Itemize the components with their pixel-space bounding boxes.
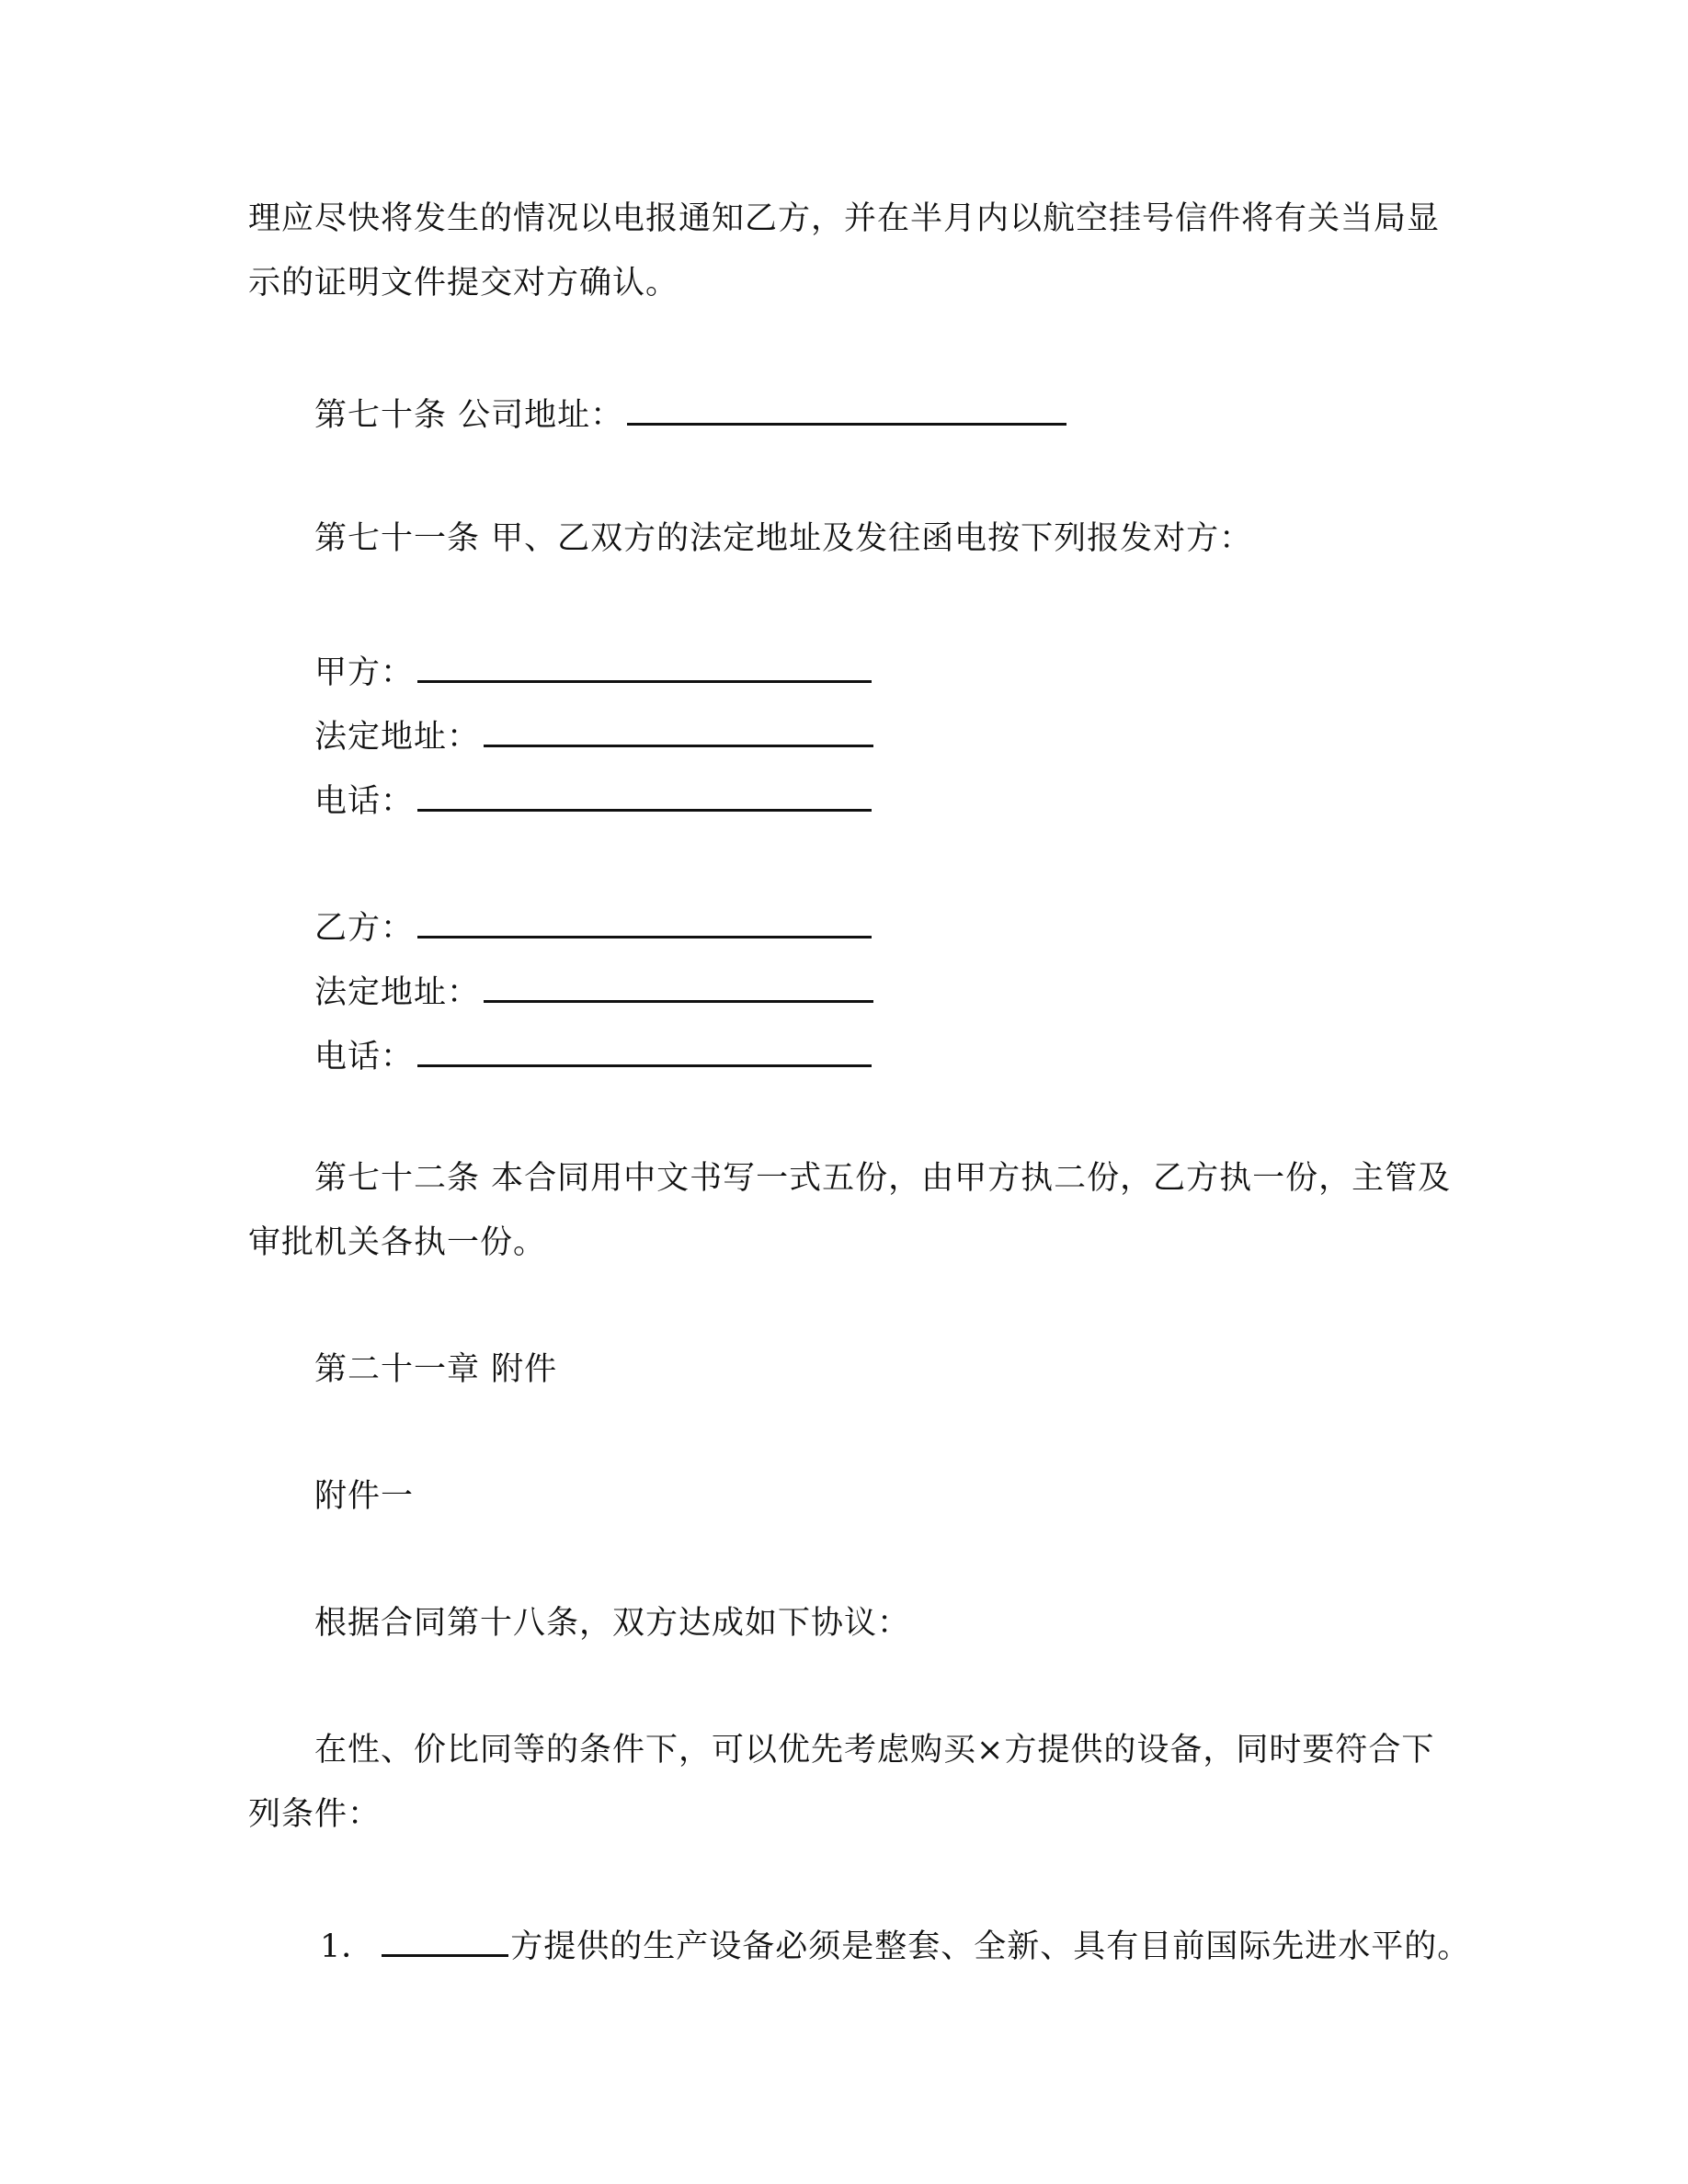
party-b-address-blank	[484, 967, 873, 1003]
party-a-name-label: 甲方：	[314, 654, 415, 691]
agreement-basis: 根据合同第十八条，双方达成如下协议：	[314, 1605, 911, 1642]
conditions-line: 列条件：	[248, 1796, 382, 1833]
paragraph-line: 示的证明文件提交对方确认。	[248, 265, 679, 301]
party-a-name	[314, 647, 872, 693]
article-72-line: 第七十二条 本合同用中文书写一式五份，由甲方执二份，乙方执一份，主管及	[314, 1160, 1452, 1197]
party-a-address-blank	[484, 711, 873, 747]
paragraph-line: 理应尽快将发生的情况以电报通知乙方，并在半月内以航空挂号信件将有关当局显	[248, 200, 1441, 237]
party-b-phone-label: 电话：	[314, 1039, 415, 1075]
party-b-name-label: 乙方：	[314, 910, 415, 947]
article-72-line: 审批机关各执一份。	[248, 1224, 547, 1261]
party-a-name-blank	[417, 647, 872, 683]
party-a-phone-label: 电话：	[314, 783, 415, 820]
party-b-name	[314, 903, 872, 949]
party-b-address	[314, 967, 873, 1013]
party-b-address-label: 法定地址：	[314, 974, 481, 1011]
party-a-phone	[314, 776, 872, 822]
party-a-address-label: 法定地址：	[314, 719, 481, 756]
article-70	[314, 390, 1066, 436]
company-address-blank	[627, 390, 1066, 426]
item-1-text: 方提供的生产设备必须是整套、全新、具有目前国际先进水平的。	[510, 1928, 1471, 1965]
party-b-phone	[314, 1031, 872, 1077]
party-b-name-blank	[417, 903, 872, 938]
annex-1-heading: 附件一	[314, 1478, 415, 1515]
item-1-number: 1．	[320, 1928, 375, 1965]
article-70-label: 第七十条 公司地址：	[314, 397, 624, 434]
item-1	[320, 1921, 1470, 1967]
item-1-party-blank	[382, 1921, 508, 1957]
party-b-phone-blank	[417, 1031, 872, 1067]
party-a-phone-blank	[417, 776, 872, 812]
conditions-line: 在性、价比同等的条件下，可以优先考虑购买×方提供的设备，同时要符合下	[314, 1732, 1435, 1769]
article-71: 第七十一条 甲、乙双方的法定地址及发往函电按下列报发对方：	[314, 520, 1253, 557]
chapter-21-heading: 第二十一章 附件	[314, 1351, 558, 1388]
party-a-address	[314, 711, 873, 757]
